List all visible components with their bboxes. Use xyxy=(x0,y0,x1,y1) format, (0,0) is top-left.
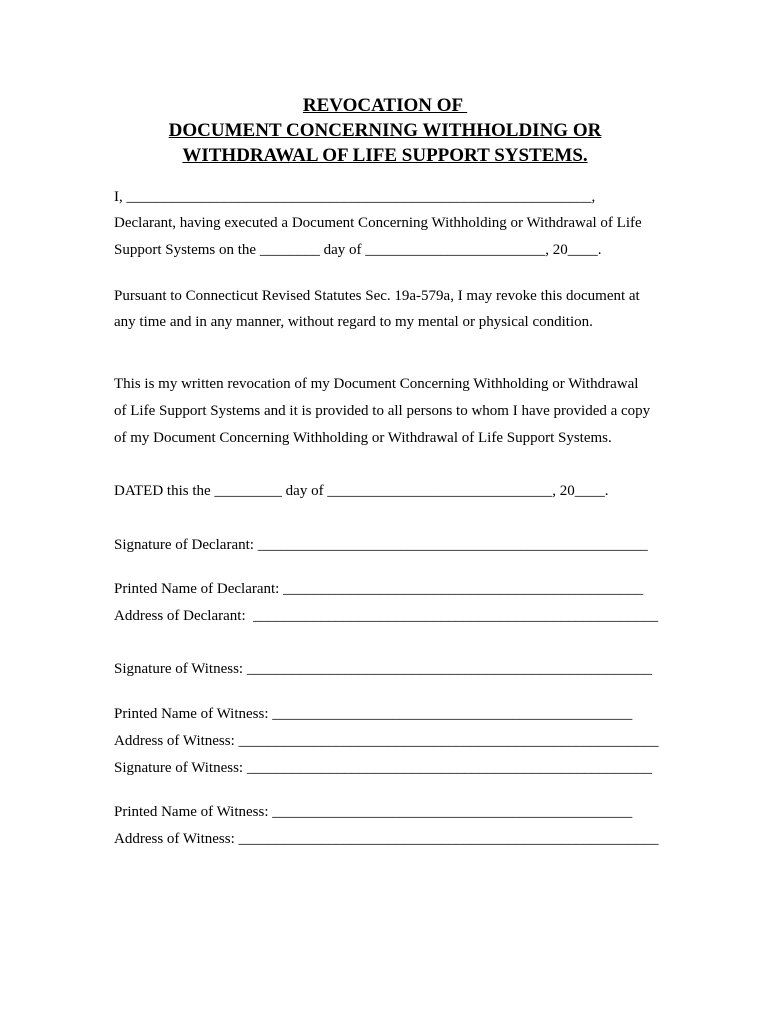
statute-text-line-2: any time and in any manner, without regard to my mental or physical condition. xyxy=(114,314,593,330)
declarant-signature-field: Signature of Declarant: ____________________________________________________ xyxy=(114,537,648,553)
document-title-line-3: WITHDRAWAL OF LIFE SUPPORT SYSTEMS. xyxy=(182,145,588,166)
execution-date-line: Support Systems on the ________ day of ________________________, 20____. xyxy=(114,242,602,258)
dated-line: DATED this the _________ day of ______________________________, 20____. xyxy=(114,483,609,499)
revocation-text-line-1: This is my written revocation of my Document Concerning Withholding or Withdrawal xyxy=(114,376,639,392)
revocation-text-line-3: of my Document Concerning Withholding or Withdrawal of Life Support Systems. xyxy=(114,430,612,446)
witness-1-address-field: Address of Witness: ________________________________________________________ xyxy=(114,733,659,749)
declarant-name-line: I, ______________________________________________________________, xyxy=(114,189,596,205)
witness-1-printed-name-field: Printed Name of Witness: ________________________________________________ xyxy=(114,706,633,722)
witness-2-signature-field: Signature of Witness: ______________________________________________________ xyxy=(114,760,652,776)
revocation-text-line-2: of Life Support Systems and it is provided to all persons to whom I have provided a copy xyxy=(114,403,651,419)
witness-1-signature-field: Signature of Witness: ______________________________________________________ xyxy=(114,661,652,677)
declarant-address-field: Address of Declarant: ______________________________________________________ xyxy=(114,608,659,624)
statute-text-line-1: Pursuant to Connecticut Revised Statutes Sec. 19a-579a, I may revoke this document at xyxy=(114,288,640,304)
declarant-statement-line: Declarant, having executed a Document Concerning Withholding or Withdrawal of Life xyxy=(114,215,642,231)
declarant-printed-name-field: Printed Name of Declarant: ________________________________________________ xyxy=(114,581,644,597)
document-title-line-1: REVOCATION OF xyxy=(302,95,468,116)
document-title-line-2: DOCUMENT CONCERNING WITHHOLDING OR xyxy=(168,120,602,141)
witness-2-printed-name-field: Printed Name of Witness: ________________________________________________ xyxy=(114,804,633,820)
witness-2-address-field: Address of Witness: ________________________________________________________ xyxy=(114,831,659,847)
